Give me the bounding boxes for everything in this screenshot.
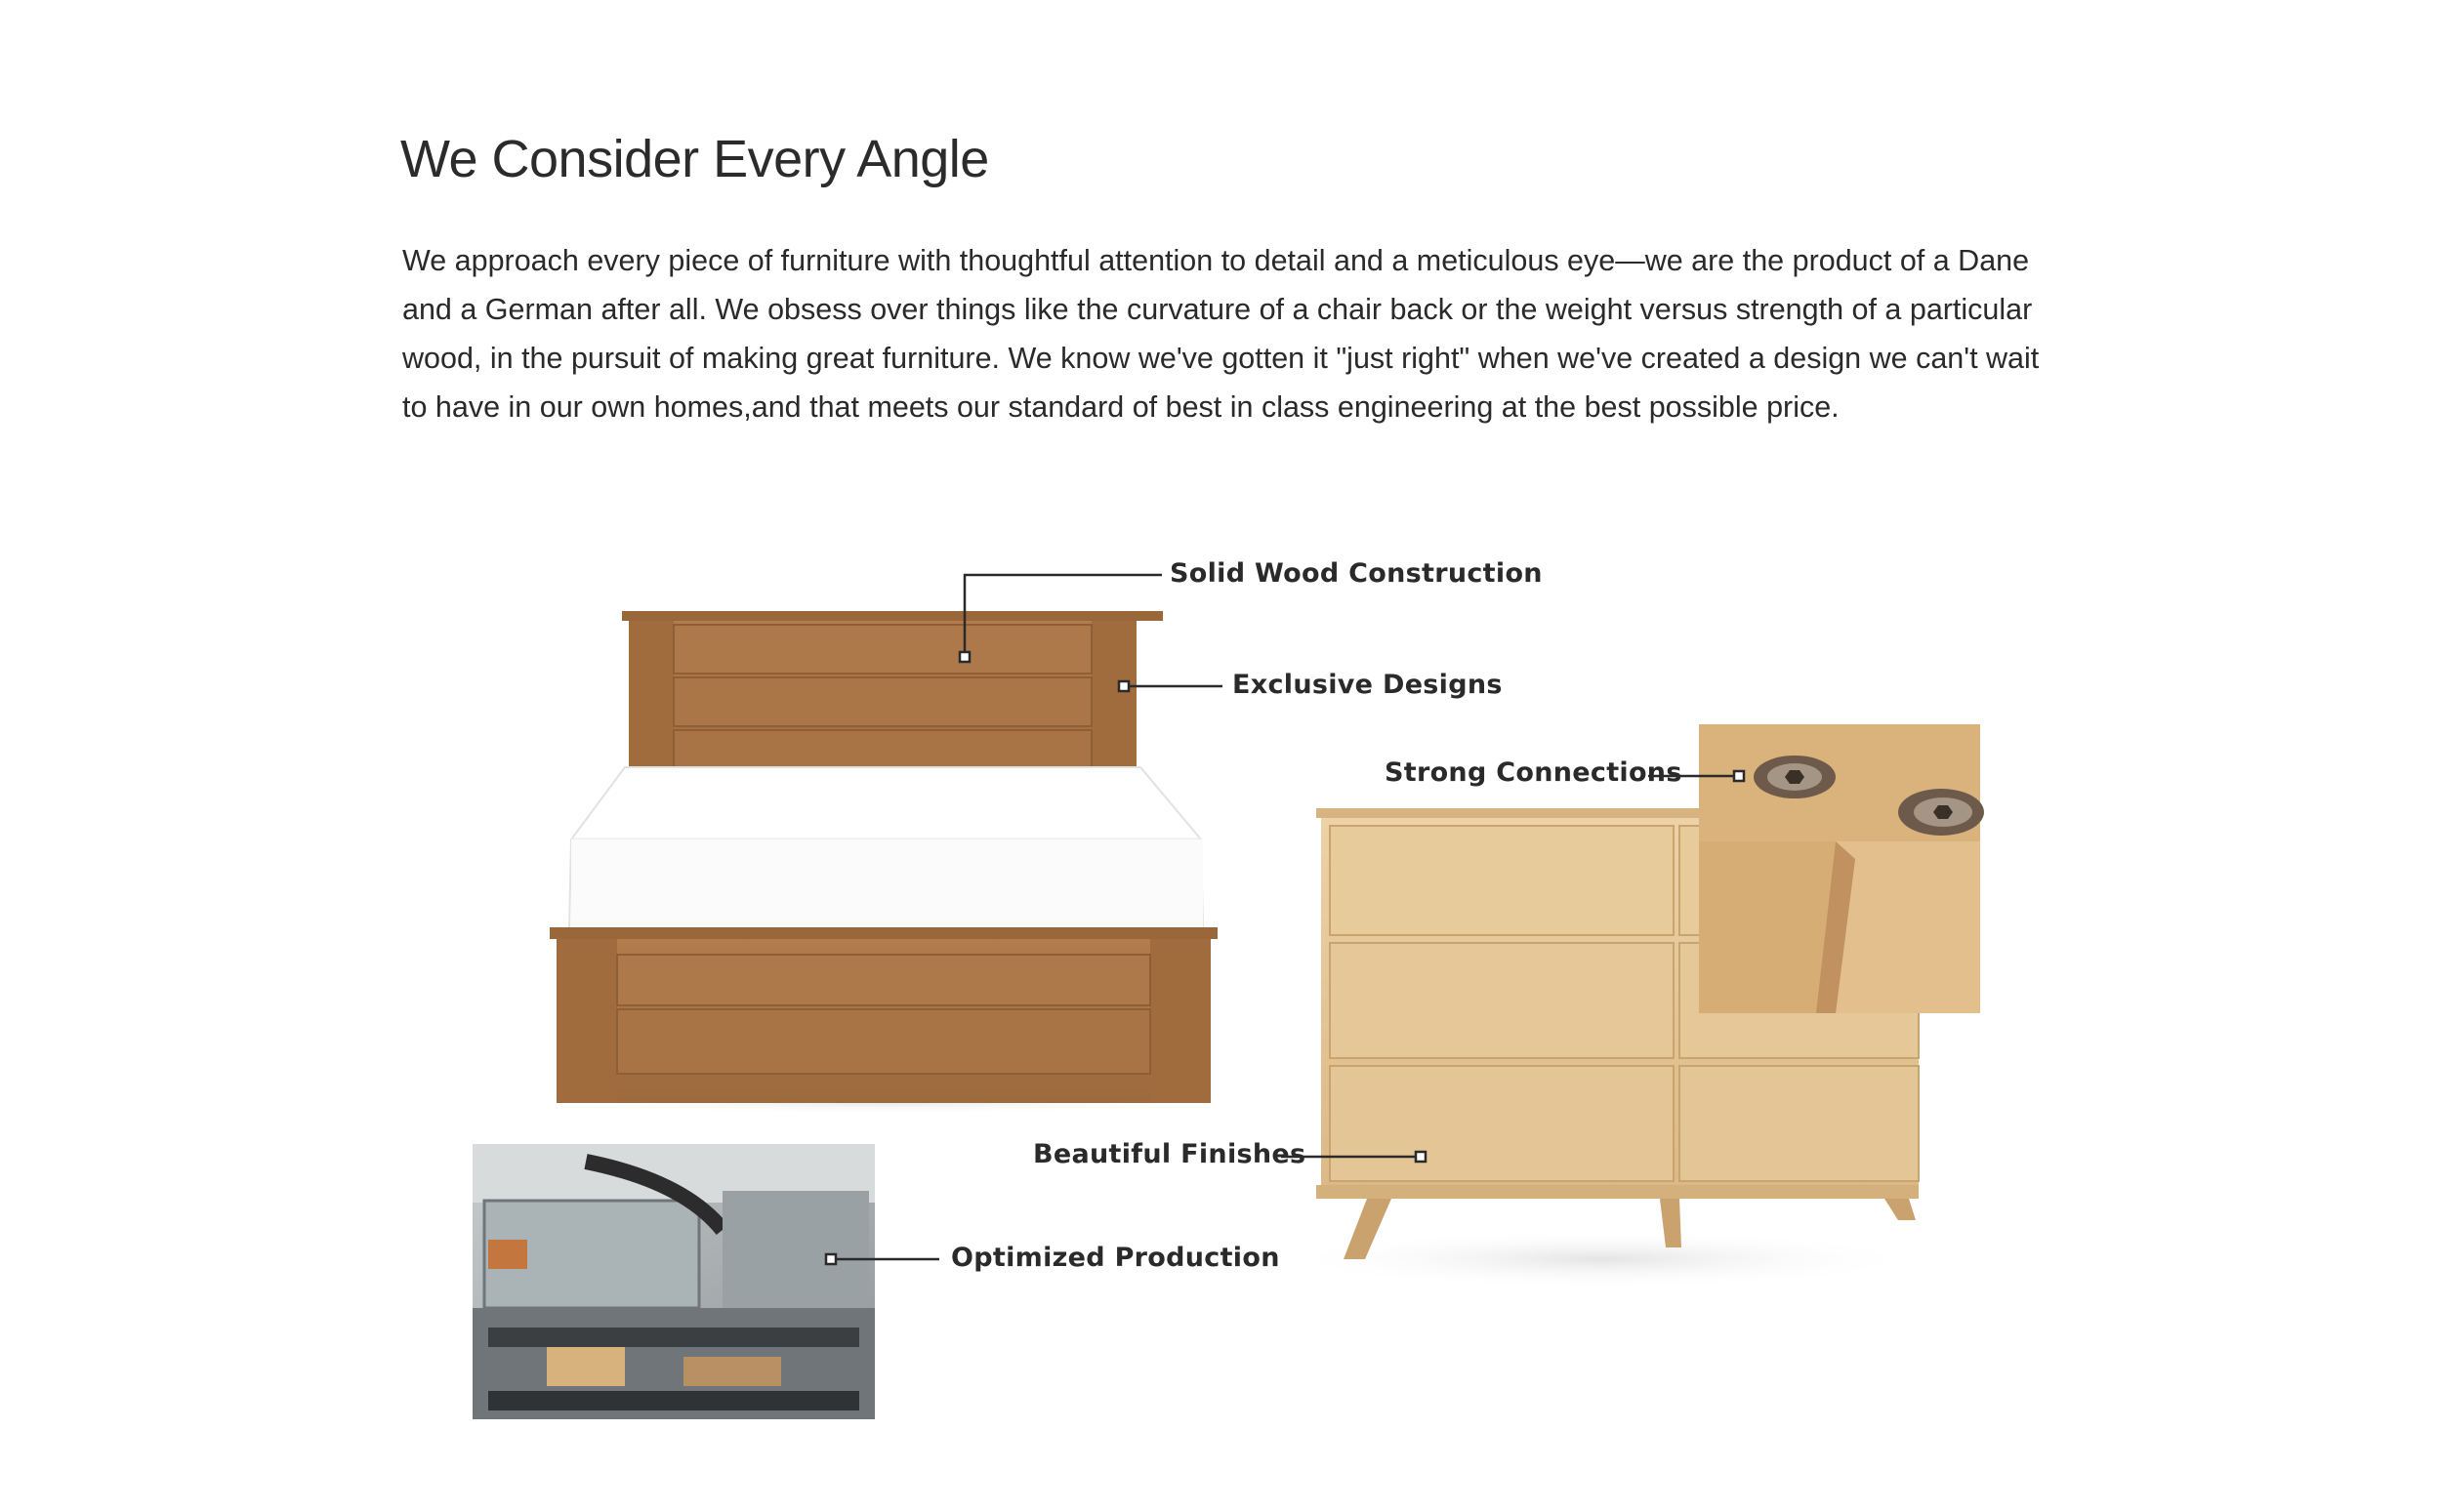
factory-image [473, 1144, 875, 1419]
callout-exclusive-designs: Exclusive Designs [1232, 670, 1503, 700]
page-title: We Consider Every Angle [400, 130, 989, 188]
connection-closeup-image [1699, 724, 1984, 1013]
intro-paragraph: We approach every piece of furniture with thoughtful attention to detail and a meticulous eye—we are the product of a Dane and a German after all. We obsess over things like the curvature of a chair back or the weight versus strength of a particular wood, in the pursuit of making great furniture. We know we've gotten it "just right" when we've created a design we can't wait to have in our own homes,and that meets our standard of best in class engineering at the best possible price. [402, 244, 2040, 424]
callout-solid-wood: Solid Wood Construction [1170, 558, 1543, 589]
bed-image [550, 611, 1218, 1115]
callout-beautiful-finishes: Beautiful Finishes [1033, 1139, 1306, 1169]
callout-optimized-production: Optimized Production [951, 1243, 1280, 1273]
callout-strong-connections: Strong Connections [1385, 757, 1682, 788]
